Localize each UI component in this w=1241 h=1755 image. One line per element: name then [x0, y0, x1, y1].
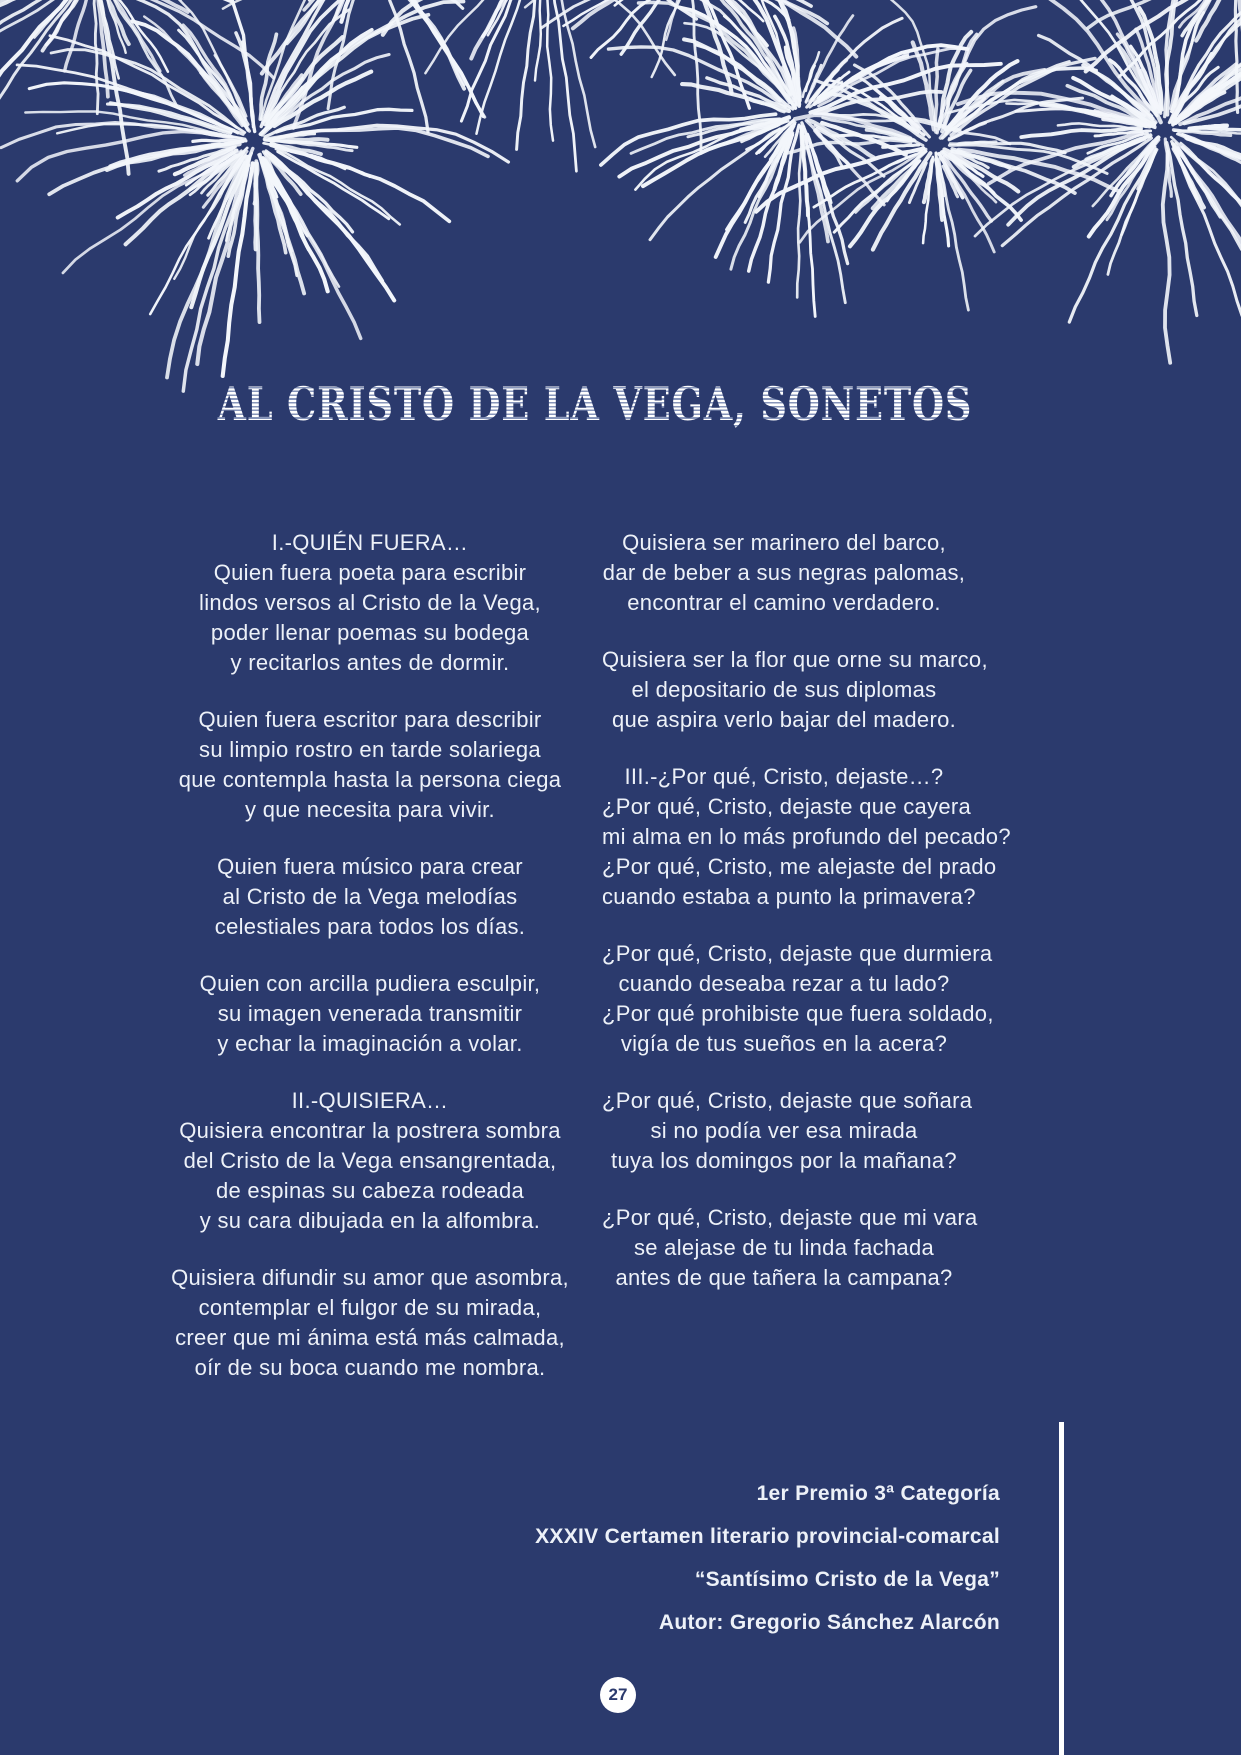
poem-line: tuya los domingos por la mañana?: [611, 1148, 957, 1173]
firework-ray: [63, 151, 242, 273]
firework-ray: [797, 132, 801, 298]
stanza: [602, 1086, 973, 1176]
poem-line: Quien fuera escritor para describir: [198, 707, 542, 732]
poem-line: su imagen venerada transmitir: [217, 1001, 523, 1026]
poem-line: y recitarlos antes de dormir.: [230, 650, 510, 675]
firework-ray: [477, 0, 540, 134]
poem-line: Quien fuera poeta para escribir: [213, 560, 527, 585]
poem-line: y echar la imaginación a volar.: [217, 1031, 523, 1056]
firework-ray: [935, 49, 938, 132]
poem-line: ¿Por qué, Cristo, dejaste que mi vara: [602, 1205, 978, 1230]
poem-line: poder llenar poemas su bodega: [210, 620, 530, 645]
poem-line: ¿Por qué prohibiste que fuera soldado,: [602, 1001, 994, 1026]
stanza-heading: II.-QUISIERA…: [291, 1088, 449, 1113]
poem-line: se alejase de tu linda fachada: [633, 1235, 935, 1260]
stanza: [138, 1263, 602, 1383]
credits-block: [0, 1472, 1000, 1644]
poem-columns: [138, 528, 1011, 1410]
poem-line: creer que mi ánima está más calmada,: [175, 1325, 565, 1350]
poem-line: si no podía ver esa mirada: [650, 1118, 918, 1143]
credit-line: XXXIV Certamen literario provincial-comarcal: [535, 1525, 1000, 1548]
poem-line: Quisiera ser la flor que orne su marco,: [602, 647, 988, 672]
stanza: [602, 1203, 978, 1293]
page-title: [0, 377, 1190, 431]
poem-line: ¿Por qué, Cristo, dejaste que cayera: [602, 794, 972, 819]
poem-line: encontrar el camino verdadero.: [627, 590, 941, 615]
stanza: [602, 528, 966, 618]
firework-ray: [256, 161, 259, 322]
stanza: [138, 1086, 602, 1236]
poem-line: cuando deseaba rezar a tu lado?: [618, 971, 950, 996]
poem-line: Quien fuera músico para crear: [217, 854, 523, 879]
firework-ray: [115, 0, 232, 2]
firework-ray: [273, 139, 327, 140]
stanza: [602, 645, 988, 735]
vertical-divider: [1059, 1422, 1064, 1755]
poem-line: Quisiera encontrar la postrera sombra: [179, 1118, 561, 1143]
poem-line: dar de beber a sus negras palomas,: [602, 560, 966, 585]
poem-line: del Cristo de la Vega ensangrentada,: [183, 1148, 557, 1173]
poem-line: Quien con arcilla pudiera esculpir,: [199, 971, 541, 996]
page-number-badge: [600, 1677, 636, 1713]
poem-line: lindos versos al Cristo de la Vega,: [199, 590, 541, 615]
poem-line: ¿Por qué, Cristo, dejaste que durmiera: [602, 941, 993, 966]
stanza: [138, 852, 602, 942]
stanza-heading: III.-¿Por qué, Cristo, dejaste…?: [624, 764, 944, 789]
firework-ray: [883, 145, 919, 147]
poem-line: el depositario de sus diplomas: [631, 677, 937, 702]
credit-line: Autor: Gregorio Sánchez Alarcón: [658, 1611, 1000, 1634]
poem-line: Quisiera difundir su amor que asombra,: [171, 1265, 569, 1290]
page-title-text: AL CRISTO DE LA VEGA, SONETOS: [217, 376, 973, 431]
firework-ray: [94, 0, 98, 114]
poem-column-left: [138, 528, 602, 1410]
poem-line: celestiales para todos los días.: [214, 914, 526, 939]
poem-line: vigía de tus sueños en la acera?: [620, 1031, 948, 1056]
poem-line: de espinas su cabeza rodeada: [215, 1178, 525, 1203]
poem-line: contemplar el fulgor de su mirada,: [198, 1295, 542, 1320]
stanza-heading: I.-QUIÉN FUERA…: [271, 530, 469, 555]
stanza: [138, 705, 602, 825]
poem-line: ¿Por qué, Cristo, me alejaste del prado: [602, 854, 997, 879]
firework-ray: [517, 0, 542, 149]
poem-column-right: [602, 528, 1011, 1410]
poem-line: que aspira verlo bajar del madero.: [611, 707, 957, 732]
firework-ray: [1174, 21, 1241, 122]
stanza: [602, 762, 1011, 912]
firework-ray: [1002, 138, 1151, 246]
stanza: [138, 528, 602, 678]
poem-line: que contempla hasta la persona ciega: [178, 767, 562, 792]
poem-line: al Cristo de la Vega melodías: [222, 884, 518, 909]
page-number: 27: [608, 1685, 628, 1704]
credit-line: 1er Premio 3ª Categoría: [756, 1482, 1000, 1505]
stanza: [602, 939, 994, 1059]
poem-line: y su cara dibujada en la alfombra.: [199, 1208, 541, 1233]
poem-line: su limpio rostro en tarde solariega: [199, 737, 541, 762]
poem-line: oír de su boca cuando me nombra.: [194, 1355, 546, 1380]
poem-line: antes de que tañera la campana?: [615, 1265, 953, 1290]
firework-ray: [535, 0, 546, 81]
poem-line: Quisiera ser marinero del barco,: [622, 530, 946, 555]
stanza: [138, 969, 602, 1059]
poem-line: cuando estaba a punto la primavera?: [602, 884, 976, 909]
poem-line: y que necesita para vivir.: [245, 797, 495, 822]
credit-line: “Santísimo Cristo de la Vega”: [694, 1568, 1000, 1591]
poem-line: mi alma en lo más profundo del pecado?: [602, 824, 1011, 849]
poem-line: ¿Por qué, Cristo, dejaste que soñara: [602, 1088, 973, 1113]
